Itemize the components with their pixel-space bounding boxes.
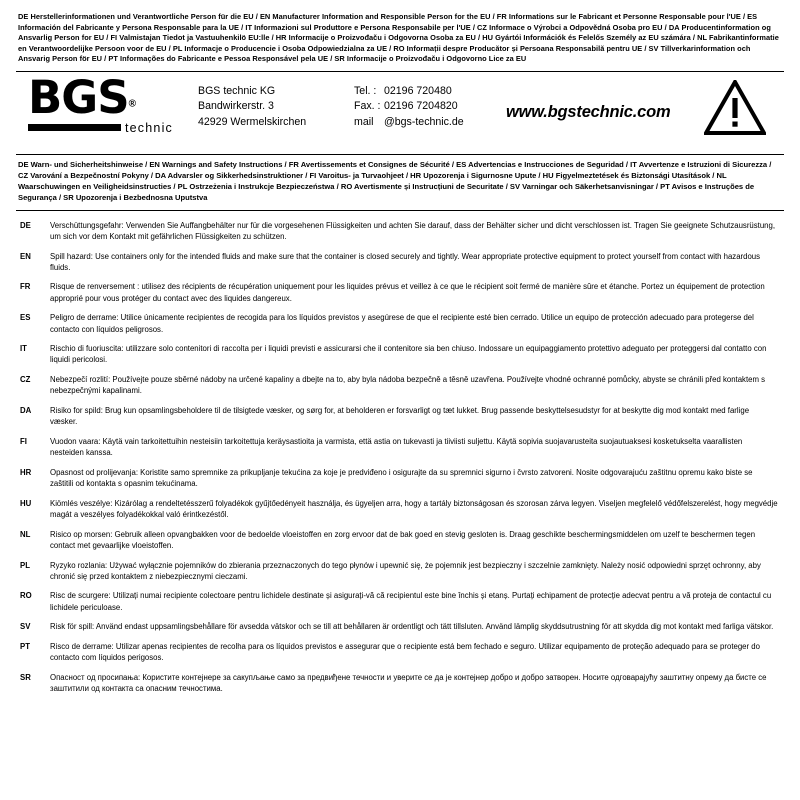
instruction-text: Risque de renversement : utilisez des récipients de récupération uniquement pour les liquides prévus et veillez à ce que le récipient soit fermé de manière sûre et étanche. Portez un équipement de protection approprié pour vous protéger du contact avec des liquides dangereux.: [50, 282, 765, 303]
language-code: DA: [20, 406, 32, 416]
logo-wordmark: BGS: [28, 70, 129, 124]
language-code: FR: [20, 282, 31, 292]
list-item: [18, 467, 782, 489]
instruction-text: Risc de scurgere: Utilizați numai recipiente colectoare pentru lichidele destinate și asigurați-vă că recipientul este bine închis și etanș. Purtați echipament de protecție adecvat pentru a vă proteja de contactul cu lichidele periculoase.: [50, 591, 772, 612]
instruction-text: Rischio di fuoriuscita: utilizzare solo contenitori di raccolta per i liquidi previsti e assicurarsi che il contenitore sia ben chiuso. Indossare un equipaggiamento protettivo adeguato per proteggersi dal contatto con liquidi pericolosi.: [50, 344, 767, 365]
instruction-text: Kiömlés veszélye: Kizárólag a rendeltetésszerű folyadékok gyűjtőedényeit használja, és ügyeljen arra, hogy a tartály biztonságosan és szorosan zárva legyen. Viseljen megfelelő védőfelszerelést, hogy megvédje magát a veszélyes folyadékokkal való érintkezéstől.: [50, 498, 778, 519]
company-website[interactable]: www.bgstechnic.com: [506, 102, 671, 121]
language-code: FI: [20, 436, 27, 446]
logo-bar: [28, 124, 121, 131]
language-code: EN: [20, 251, 31, 261]
language-code: HU: [20, 498, 32, 508]
mail-value: @bgs-technic.de: [384, 115, 464, 128]
list-item: [18, 498, 782, 520]
instruction-text: Verschüttungsgefahr: Verwenden Sie Auffangbehälter nur für die vorgesehenen Flüssigkeiten und achten Sie darauf, dass der Behälter sicher und dicht verschlossen ist. Tragen Sie geeignete Schutzausrüstung, um sich vor dem Kontakt mit gefährlichen Flüssigkeiten zu schützen.: [50, 220, 775, 241]
list-item: [18, 220, 782, 242]
list-item: [18, 312, 782, 334]
list-item: [18, 374, 782, 396]
instruction-text: Nebezpečí rozlití: Používejte pouze sběrné nádoby na určené kapaliny a dbejte na to, aby byla nádoba bezpečně a těsně uzavřena. Používejte vhodné ochranné pomůcky, abyste se chránili před kontaktem s nebezpečnými kapalinami.: [50, 375, 766, 396]
list-item: [18, 529, 782, 551]
language-code: SR: [20, 672, 31, 682]
instruction-text: Ryzyko rozlania: Używać wyłącznie pojemników do zbierania przeznaczonych do tego płynów i upewnić się, że pojemnik jest bezpieczny i szczelnie zamknięty. Należy nosić odpowiedni sprzęt ochronny, aby chronić się przed kontaktem z niebezpiecznymi cieczami.: [50, 560, 761, 581]
language-code: SV: [20, 622, 31, 632]
list-item: [18, 281, 782, 303]
language-code: NL: [20, 529, 31, 539]
list-item: [18, 560, 782, 582]
warning-triangle-icon: [704, 80, 766, 136]
fax-value: 02196 7204820: [384, 100, 458, 113]
safety-instructions-heading: [16, 160, 784, 204]
manufacturer-info-heading: [16, 12, 784, 65]
tel-label: Tel. :: [354, 84, 377, 97]
list-item: [18, 672, 782, 694]
bgs-logo: [28, 70, 173, 135]
company-fax: [354, 99, 464, 115]
language-code: HR: [20, 467, 32, 477]
company-city: 42929 Wermelskirchen: [198, 115, 307, 128]
list-item: [18, 343, 782, 365]
language-code: RO: [20, 591, 32, 601]
list-item: [18, 641, 782, 663]
list-item: [18, 590, 782, 612]
company-contact: [354, 84, 464, 131]
manufacturer-info-heading-text: DE Herstellerinformationen und Verantwortliche Person für die EU / EN Manufacturer Information and Responsible Person for the EU / FR Informations sur le Fabricant et Personne Responsable pour l'UE / ES Información del Fabricante y Persona Responsable para la UE / IT Informazioni sul Produttore e Persona Responsabile per l'UE / CZ Informace o Výrobci a Odpovědná Osoba pro EU / DA Producentinformation og Ansvarlig Person for EU / FI Valmistajan Tiedot ja Vastuuhenkilö EU:lle / HR Informacije o Proizvođaču i Odgovorna Osoba za EU / HU Gyártói Információk és Felelős Személy az EU számára / NL Fabrikantinformatie en Verantwoordelijke Persoon voor de EU / PL Informacje o Producencie i Osoba Odpowiedzialna za UE / RO Informații despre Producător și Persoana Responsabilă pentru UE / SV Tillverkarinformation och Ansvarig Person för EU / PT Informações do Fabricante e Pessoa Responsável pela UE / SR Informacije o Proizvođaču i Odgovorno Lice za EU: [18, 12, 779, 64]
registered-trademark-icon: ®: [128, 98, 137, 110]
company-street: Bandwirkerstr. 3: [198, 100, 274, 113]
divider-bottom: [16, 210, 784, 211]
instruction-text: Risico op morsen: Gebruik alleen opvangbakken voor de bedoelde vloeistoffen en zorg ervoor dat de bak goed en stevig gesloten is. Draag geschikte beschermingsmiddelen om uzelf te beschermen tegen contact met gevaarlijke vloeistoffen.: [50, 529, 756, 550]
divider-middle: [16, 154, 784, 155]
divider-top: [16, 71, 784, 72]
instruction-text: Peligro de derrame: Utilice únicamente recipientes de recogida para los líquidos previstos y asegúrese de que el recipiente esté bien cerrado. Utilice un equipo de protección adecuado para protegerse del contacto con líquidos peligrosos.: [50, 313, 754, 334]
list-item: [18, 436, 782, 458]
language-code: ES: [20, 313, 31, 323]
instruction-text: Risco de derrame: Utilizar apenas recipientes de recolha para os líquidos previstos e assegurar que o recipiente está bem fechado e seguro. Utilizar equipamento de proteção adequado para se proteger do contacto com líquidos perigosos.: [50, 642, 760, 663]
company-email: [354, 115, 464, 131]
instruction-text: Spill hazard: Use containers only for the intended fluids and make sure that the container is closed securely and tightly. Wear appropriate protective equipment to protect yourself from contact with hazardous fluids.: [50, 251, 761, 272]
logo-subtitle: technic: [124, 120, 173, 135]
fax-label: Fax. :: [354, 100, 381, 113]
language-code: PT: [20, 642, 30, 652]
language-code: CZ: [20, 375, 31, 385]
list-item: [18, 621, 782, 632]
list-item: [18, 405, 782, 427]
instruction-text: Risiko for spild: Brug kun opsamlingsbeholdere til de tilsigtede væsker, og sørg for, at beholderen er forsvarligt og tæt lukket. Brug passende beskyttelsesudstyr for at beskytte dig mod kontakt med farlige væsker.: [50, 406, 750, 427]
safety-instructions-heading-text: DE Warn- und Sicherheitshinweise / EN Warnings and Safety Instructions / FR Avertissements et Consignes de Sécurité / ES Advertencias e Instrucciones de Seguridad / IT Avvertenze e Istruzioni di Sicurezza / CZ Varování a Bezpečnostní Pokyny / DA Advarsler og Sikkerhedsinstruktioner / FI Varoitus- ja Turvaohjeet / HR Upozorenja i Sigurnosne Upute / HU Figyelmeztetések és Biztonsági Utasítások / NL Waarschuwingen en Veiligheidsinstructies / PL Ostrzeżenia i Instrukcje Bezpieczeństwa / RO Avertismente și Instrucțiuni de Securitate / SV Varningar och Säkerhetsanvisningar / PT Avisos e Instruções de Segurança / SR Upozorenja i Bezbednosna Uputstva: [18, 159, 772, 202]
mail-label: mail: [354, 115, 374, 128]
language-code: IT: [20, 344, 27, 354]
language-code: DE: [20, 220, 31, 230]
instruction-list: [16, 220, 784, 695]
instruction-text: Risk för spill: Använd endast uppsamlingsbehållare för avsedda vätskor och se till att behållaren är ordentligt och tätt tillsluten. Använd lämplig skyddsutrustning för att skydda dig mot kontakt med farliga vätskor.: [50, 622, 774, 632]
tel-value: 02196 720480: [384, 84, 452, 97]
company-name: BGS technic KG: [198, 84, 276, 97]
instruction-text: Vuodon vaara: Käytä vain tarkoitettuihin nesteisiin tarkoitettuja keräysastioita ja varmista, että astia on tukevasti ja tiiviisti suljettu. Käytä sopivia suojavarusteita suojautuaksesi kosketukselta vaarallisten nesteiden kanssa.: [50, 436, 743, 458]
company-address: [198, 84, 306, 131]
list-item: [18, 251, 782, 273]
company-tel: [354, 84, 464, 100]
instruction-text: Опасност од просипања: Користите контејнере за сакупљање само за предвиђене течности и уверите се да је контејнер добро и добро затворен. Носите одговарајућу заштитну опрему да бисте се заштитили од контакта са опасним течностима.: [50, 672, 767, 694]
company-band: [16, 70, 784, 148]
language-code: PL: [20, 560, 30, 570]
instruction-text: Opasnost od prolijevanja: Koristite samo spremnike za prikupljanje tekućina za koje je predviđeno i osigurajte da su spremnici sigurno i čvrsto zatvoreni. Nosite odgovarajuću zaštitnu opremu kako biste se zaštitili od kontakta s opasnim tekućinama.: [50, 467, 753, 489]
